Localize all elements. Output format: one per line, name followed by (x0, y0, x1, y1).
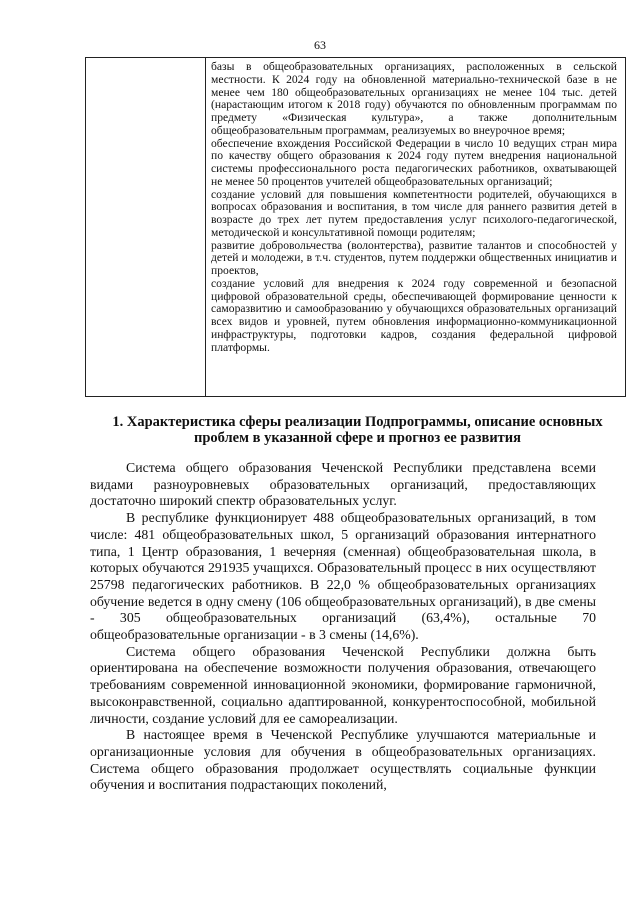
body-paragraph: В республике функционирует 488 общеобразовательных организаций, в том числе: 481 общеобразовательных школ, 5 организаций образования интернатного типа, 1 Центр образования, 1 вечерняя (сменная) общеобразовательная школа, в которых обучаются 291935 учащихся. Образовательный процесс в них осуществляют 25798 педагогических работников. В 22,0 % общеобразовательных организациях обучение ведется в одну смену (106 общеобразовательных организаций), в две смены - 305 общеобразовательных организаций (63,4%), остальные 70 общеобразовательные организации - в 3 смены (14,6%). (90, 510, 596, 643)
table-cell-paragraph: обеспечение вхождения Российской Федерации в число 10 ведущих стран мира по качеству общего образования к 2024 году путем внедрения национальной системы профессионального роста педагогических работников, охватывающей не менее 50 процентов учителей общеобразовательных организаций; (211, 136, 617, 188)
body-paragraph: Система общего образования Чеченской Республики должна быть ориентирована на обеспечение возможности получения образования, отвечающего требованиям современной инновационной экономики, формирование гармоничной, высоконравственной, социально адаптированной, конкурентоспособной, мобильной личности, создание условий для ее самореализации. (90, 643, 596, 726)
page-number: 63 (314, 38, 326, 52)
body-paragraph: Система общего образования Чеченской Республики представлена всеми видами разноуровневых образовательных организаций, предоставляющих достаточно широкий спектр образовательных услуг. (90, 460, 596, 509)
table-cell-paragraph: развитие добровольчества (волонтерства), развитие талантов и способностей у детей и молодежи, в т.ч. студентов, путем поддержки общественных инициатив и проектов, (211, 238, 617, 277)
body-paragraph: В настоящее время в Чеченской Республике улучшаются материальные и организационные условия для обучения в общеобразовательных организациях. Система общего образования продолжает осуществлять социальные функции обучения и воспитания подрастающих поколений, (90, 727, 596, 793)
body-text (90, 460, 596, 794)
table-cell-goals (211, 61, 617, 354)
table-cell-paragraph: базы в общеобразовательных организациях, расположенных в сельской местности. К 2024 году на обновленной материально-технической базе в не менее чем 180 общеобразовательных организациях не менее 104 тыс. детей (нарастающим итогом к 2018 году) обучаются по обновленным программам по предмету «Физическая культура», а также дополнительным общеобразовательным программам, реализуемых во внеурочное время; (211, 60, 617, 137)
table-cell-paragraph: создание условий для внедрения к 2024 году современной и безопасной цифровой образовательной среды, обеспечивающей формирование ценности к саморазвитию и самообразованию у обучающихся образовательных организаций всех видов и уровней, путем обновления информационно-коммуникационной инфраструктуры, подготовки кадров, создания федеральной цифровой платформы. (211, 276, 617, 354)
program-table (85, 57, 626, 397)
section-title: 1. Характеристика сферы реализации Подпрограммы, описание основных проблем в указанной сфере и прогноз ее развития (112, 414, 603, 446)
table-column-divider (205, 58, 206, 396)
table-cell-paragraph: создание условий для повышения компетентности родителей, обучающихся в вопросах образования и воспитания, в том числе для раннего развития детей в возрасте до трех лет путем предоставления услуг психолого-педагогической, методической и консультативной помощи родителям; (211, 187, 617, 239)
